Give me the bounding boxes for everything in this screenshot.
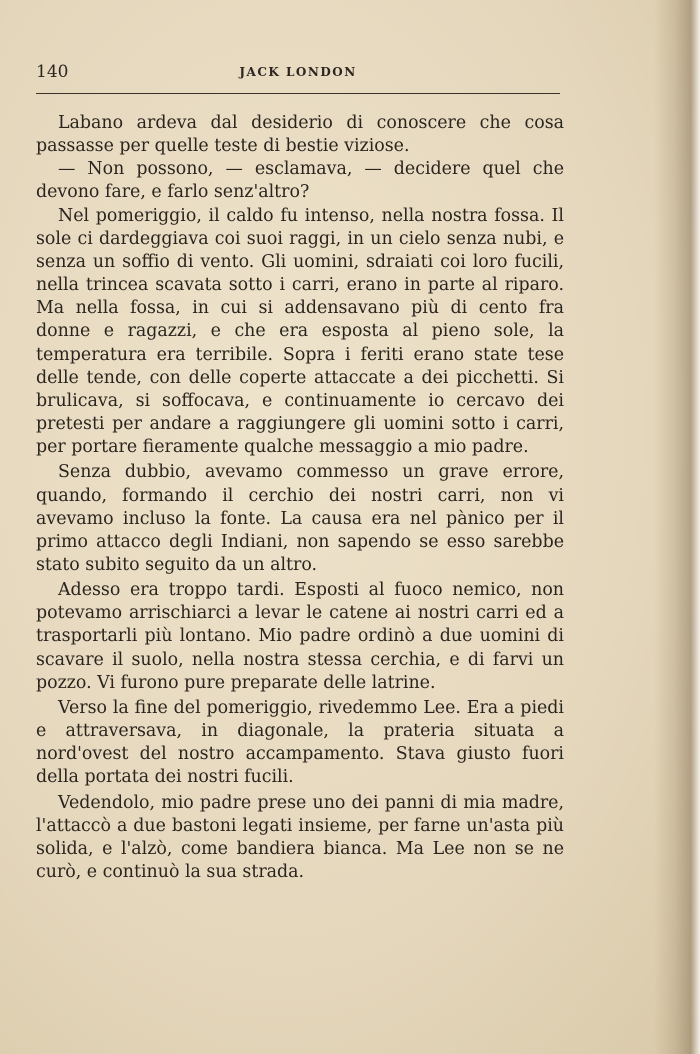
paragraph-6: Verso la fine del pomeriggio, rivedemmo Lee. Era a piedi e attraversava, in diagonale, la prateria situata a nord'ovest del nostro accampamento. Stava giusto fuori della portata dei nostri fucili.	[36, 697, 564, 788]
paragraph-5: Adesso era troppo tardi. Esposti al fuoco nemico, non potevamo arrischiarci a levar le catene ai nostri carri ed a trasportarli più lontano. Mio padre ordinò a due uomini di scavare il suolo, nella nostra stessa cerchia, e di farvi un pozzo. Vi furono pure preparate delle latrine.	[36, 580, 564, 693]
paragraph-7: Vedendolo, mio padre prese uno dei panni di mia madre, l'attaccò a due bastoni legati insieme, per farne un'asta più solida, e l'alzò, come bandiera bianca. Ma Lee non se ne curò, e continuò la sua strada.	[36, 792, 564, 882]
body-text	[36, 112, 564, 886]
running-head: JACK LONDON	[239, 65, 357, 79]
paragraph-1: Labano ardeva dal desiderio di conoscere che cosa passasse per quelle teste di bestie viziose.	[36, 113, 564, 157]
page-number: 140	[36, 62, 69, 82]
header-rule	[36, 93, 560, 94]
page-header	[36, 62, 560, 86]
paragraph-3: Nel pomeriggio, il caldo fu intenso, nella nostra fossa. Il sole ci dardeggiava coi suoi raggi, in un cielo senza nubi, e senza un soffio di vento. Gli uomini, sdraiati coi loro fucili, nella trincea scavata sotto i carri, erano in parte al riparo. Ma nella fossa, in cui si addensavano più di cento fra donne e ragazzi, e che era esposta al pieno sole, la temperatura era terribile. Sopra i feriti erano state tese delle tende, con delle coperte attaccate a dei picchetti. Si brulicava, si soffocava, e continuamente io cercavo dei pretesti per andare a raggiungere gli uomini sotto i carri, per portare fieramente qualche messaggio a mio padre.	[36, 205, 564, 458]
paragraph-4: Senza dubbio, avevamo commesso un grave errore, quando, formando il cerchio dei nostri carri, non vi avevamo incluso la fonte. La causa era nel pànico per il primo attacco degli Indiani, non sapendo se esso sarebbe stato subito seguito da un altro.	[36, 462, 564, 575]
paragraph-2: — Non possono, — esclamava, — decidere quel che devono fare, e farlo senz'altro?	[36, 159, 564, 203]
page-gutter-shadow	[654, 0, 700, 1054]
